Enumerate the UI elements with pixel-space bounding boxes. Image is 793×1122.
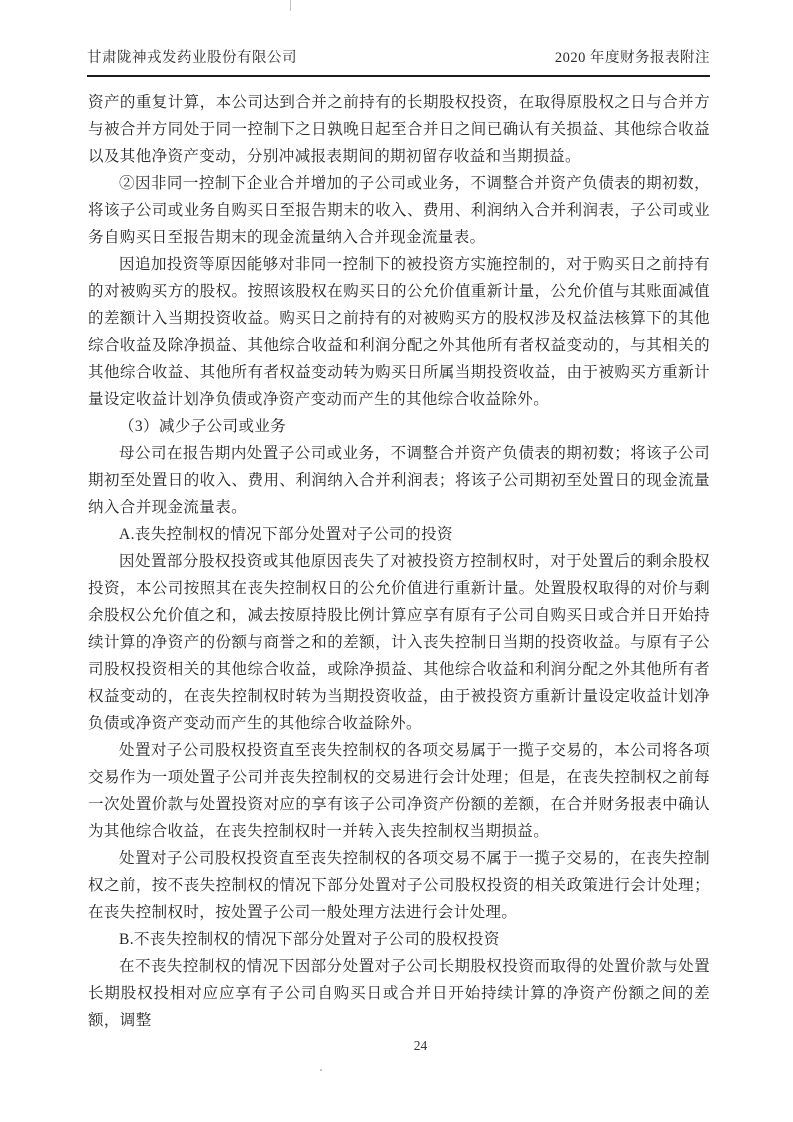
- page-header: [87, 46, 710, 77]
- body-paragraph-additional-investment: 因追加投资等原因能够对非同一控制下的被投资方实施控制的，对于购买日之前持有的对被购买方的股权。按照该股权在购买日的公允价值重新计量，公允价值与其账面减值的差额计入当期投资收益。购买日之前持有的对被购买方的股权涉及权益法核算下的其他综合收益及除净损益、其他综合收益和利润分配之外其他所有者权益变动的，与其相关的其他综合收益、其他所有者权益变动转为购买日所属当期投资收益，由于被购买方重新计量设定收益计划净负债或净资产变动而产生的其他综合收益除外。: [88, 256, 710, 408]
- scan-artifact-dot: [320, 1069, 322, 1071]
- section-heading-reduce-subsidiary: （3）减少子公司或业务: [119, 418, 287, 435]
- scan-artifact-line: [290, 0, 291, 11]
- body-paragraph-loss-of-control: 因处置部分股权投资或其他原因丧失了对被投资方控制权时，对于处置后的剩余股权投资，本公司按照其在丧失控制权日的公允价值进行重新计量。处置股权取得的对价与剩余股权公允价值之和，减去按原持股比例计算应享有原有子公司自购买日或合并日开始持续计算的净资产的份额与商誉之和的差额，计入丧失控制日当期的投资收益。与原有子公司股权投资相关的其他综合收益，或除净损益、其他综合收益和利润分配之外其他所有者权益变动的，在丧失控制权时转为当期投资收益，由于被投资方重新计量设定收益计划净负债或净资产变动而产生的其他综合收益除外。: [88, 553, 710, 732]
- document-body: [88, 89, 710, 1034]
- body-paragraph-package-deal: 处置对子公司股权投资直至丧失控制权的各项交易属于一揽子交易的，本公司将各项交易作为一项处置子公司并丧失控制权的交易进行会计处理；但是，在丧失控制权之前每一次处置价款与处置投资对应的享有该子公司净资产份额的差额，在合并财务报表中确认为其他综合收益，在丧失控制权时一并转入丧失控制权当期损益。: [88, 742, 710, 840]
- body-paragraph-partial-disposal: 在不丧失控制权的情况下因部分处置对子公司长期股权投资而取得的处置价款与处置长期股权投相对应应享有子公司自购买日或合并日开始持续计算的净资产份额之间的差额，调整: [88, 958, 710, 1029]
- section-heading-b-no-loss-of-control: B.不丧失控制权的情况下部分处置对子公司的股权投资: [119, 931, 500, 948]
- page-number: 24: [413, 1038, 428, 1053]
- page-footer: [0, 1038, 793, 1054]
- document-title: 2020 年度财务报表附注: [554, 50, 710, 66]
- body-paragraph-item-2: ②因非同一控制下企业合并增加的子公司或业务，不调整合并资产负债表的期初数，将该子公司或业务自购买日至报告期末的收入、费用、利润纳入合并利润表，子公司或业务自购买日至报告期末的现金流量纳入合并现金流量表。: [88, 175, 710, 246]
- body-paragraph-parent-disposal: 母公司在报告期内处置子公司或业务，不调整合并资产负债表的期初数；将该子公司期初至处置日的收入、费用、利润纳入合并利润表；将该子公司期初至处置日的现金流量纳入合并现金流量表。: [88, 445, 710, 516]
- body-paragraph-non-package-deal: 处置对子公司股权投资直至丧失控制权的各项交易不属于一揽子交易的，在丧失控制权之前，按不丧失控制权的情况下部分处置对子公司股权投资的相关政策进行会计处理；在丧失控制权时，按处置子公司一般处理方法进行会计处理。: [88, 850, 710, 921]
- company-name: 甘肃陇神戎发药业股份有限公司: [87, 50, 297, 66]
- body-paragraph-continuation: 资产的重复计算，本公司达到合并之前持有的长期股权投资，在取得原股权之日与合并方与被合并方同处于同一控制下之日孰晚日起至合并日之间已确认有关损益、其他综合收益以及其他净资产变动，分别冲减报表期间的期初留存收益和当期损益。: [88, 94, 710, 165]
- section-heading-a-loss-of-control: A.丧失控制权的情况下部分处置对子公司的投资: [119, 526, 453, 543]
